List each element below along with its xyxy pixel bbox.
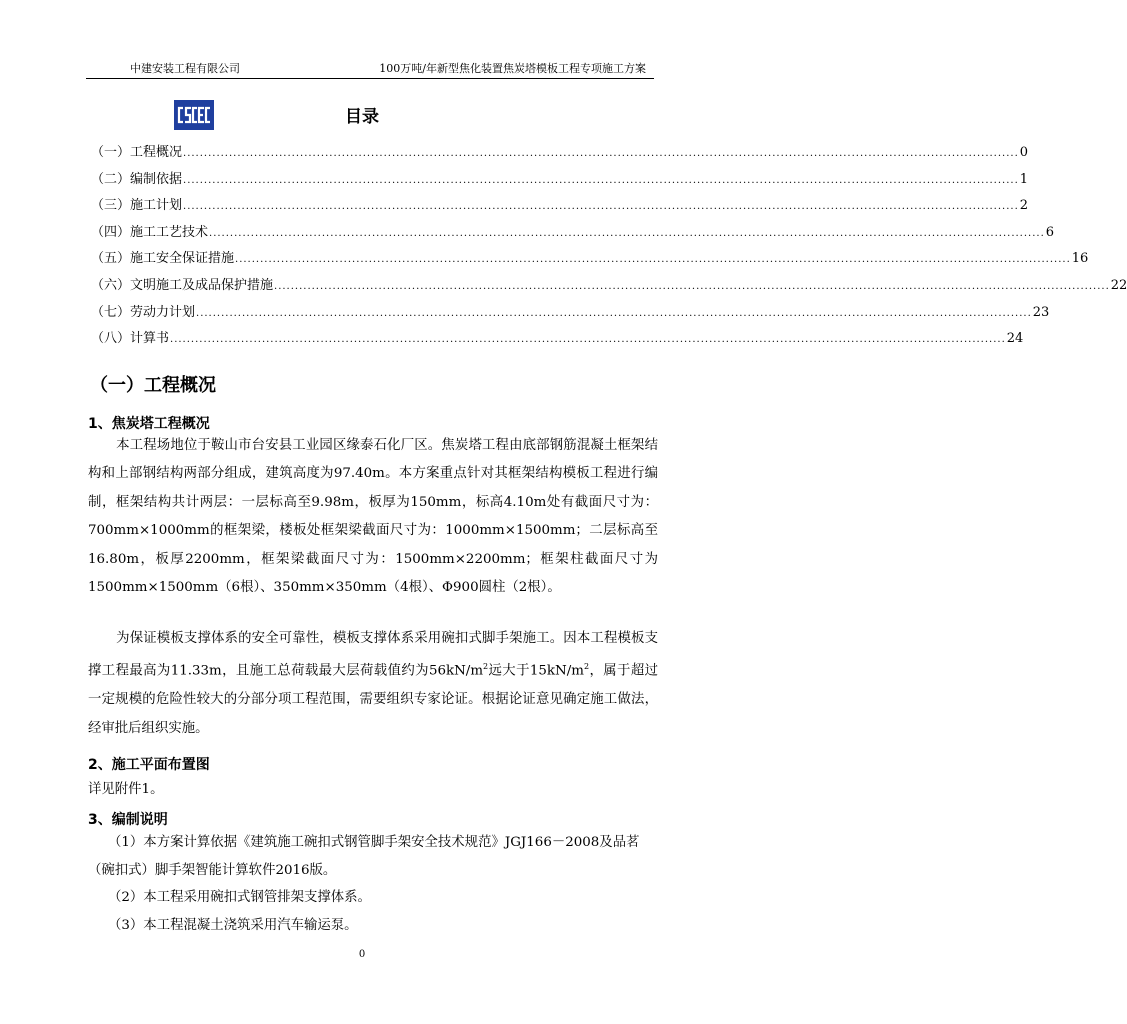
paragraph-overview-text: 本工程场地位于鞍山市台安县工业园区缘泰石化厂区。焦炭塔工程由底部钢筋混凝土框架结构和上部钢结构两部分组成，建筑高度为97.40m。本方案重点针对其框架结构模板工程进行编制，框架结构共计两层：一层标高至9.98m，板厚为150mm，标高4.10m处有截面尺寸为：700mm×1000mm的框架梁，楼板处框架梁截面尺寸为：1000mm×1500mm；二层标高至16.80m，板厚2200mm，框架梁截面尺寸为：1500mm×2200mm；框架柱截面尺寸为1500mm×1500mm（6根）、350mm×350mm（4根）、Φ900圆柱（2根）。 [88,438,658,596]
toc-entry-page: 22 [1110,277,1127,293]
toc-leader-dots: ........................................................................................................................................................................................................ [209,227,1045,239]
table-of-contents [91,143,1127,356]
toc-entry-label: （五）施工安全保证措施 [91,251,235,267]
toc-entry[interactable] [91,249,1089,276]
superscript-2b: 2 [583,662,590,672]
toc-entry-label: （四）施工工艺技术 [91,224,209,240]
toc-title: 目录 [345,107,379,127]
preparation-notes [88,829,658,939]
toc-leader-dots: ........................................................................................................................................................................................................ [183,148,1019,159]
toc-entry-page: 2 [1019,198,1029,214]
toc-leader-dots: ........................................................................................................................................................................................................ [170,334,1006,346]
toc-entry[interactable] [91,143,1029,170]
toc-entry-page: 23 [1032,304,1050,320]
toc-entry[interactable] [91,276,1127,303]
superscript-2: 2 [483,662,489,672]
toc-entry-page: 16 [1071,251,1089,267]
toc-entry-page: 1 [1019,171,1029,187]
toc-entry-page: 0 [1019,145,1029,160]
toc-entry[interactable] [91,170,1029,197]
page-number: 0 [358,949,366,960]
header-company: 中建安装工程有限公司 [130,62,240,75]
toc-entry-label: （一）工程概况 [91,145,183,160]
toc-leader-dots: ........................................................................................................................................................................................................ [183,174,1019,186]
paragraph-support-system [88,625,658,743]
toc-leader-dots: ........................................................................................................................................................................................................ [274,280,1110,292]
note-item-3: （3）本工程混凝土浇筑采用汽车输运泵。 [108,917,358,933]
note-item-2: （2）本工程采用碗扣式钢管排架支撑体系。 [108,890,371,906]
section-heading: （一）工程概况 [90,375,216,396]
toc-entry-page: 24 [1006,331,1024,347]
paragraph-support-text-b: 远大于15kN/m [488,663,584,679]
toc-leader-dots: ........................................................................................................................................................................................................ [196,307,1032,319]
toc-leader-dots: ........................................................................................................................................................................................................ [235,254,1071,266]
layout-reference-text: 详见附件1。 [88,782,164,797]
toc-entry-label: （三）施工计划 [91,198,183,214]
subsection-heading-2: 2、施工平面布置图 [88,757,210,773]
toc-entry[interactable] [91,196,1029,223]
subsection-heading-3: 3、编制说明 [88,812,168,828]
subsection-heading-1: 1、焦炭塔工程概况 [88,416,210,432]
header-document-title: 100万吨/年新型焦化装置焦炭塔模板工程专项施工方案 [379,62,646,75]
toc-entry-label: （八）计算书 [91,331,170,347]
paragraph-overview [88,432,658,602]
toc-entry-label: （六）文明施工及成品保护措施 [91,277,274,293]
toc-entry-label: （七）劳动力计划 [91,304,196,320]
page-header [86,60,654,79]
note-item-1: （1）本方案计算依据《建筑施工碗扣式钢管脚手架安全技术规范》JGJ166－2008及品茗（碗扣式）脚手架智能计算软件2016版。 [88,835,640,878]
toc-entry[interactable] [91,223,1055,250]
toc-leader-dots: ........................................................................................................................................................................................................ [183,201,1019,213]
toc-entry[interactable] [91,303,1050,330]
paragraph-support-text-c: ，属于超过一定规模的危险性较大的分部分项工程范围，需要组织专家论证。根据论证意见确定施工做法，经审批后组织实施。 [88,663,658,736]
toc-entry-page: 6 [1045,224,1055,240]
paragraph-support-text-a: 为保证模板支撑体系的安全可靠性，模板支撑体系采用碗扣式脚手架施工。因本工程模板支撑工程最高为11.33m，且施工总荷载最大层荷载值约为56kN/m [88,631,658,679]
toc-entry[interactable] [91,329,1024,356]
toc-entry-label: （二）编制依据 [91,171,183,187]
